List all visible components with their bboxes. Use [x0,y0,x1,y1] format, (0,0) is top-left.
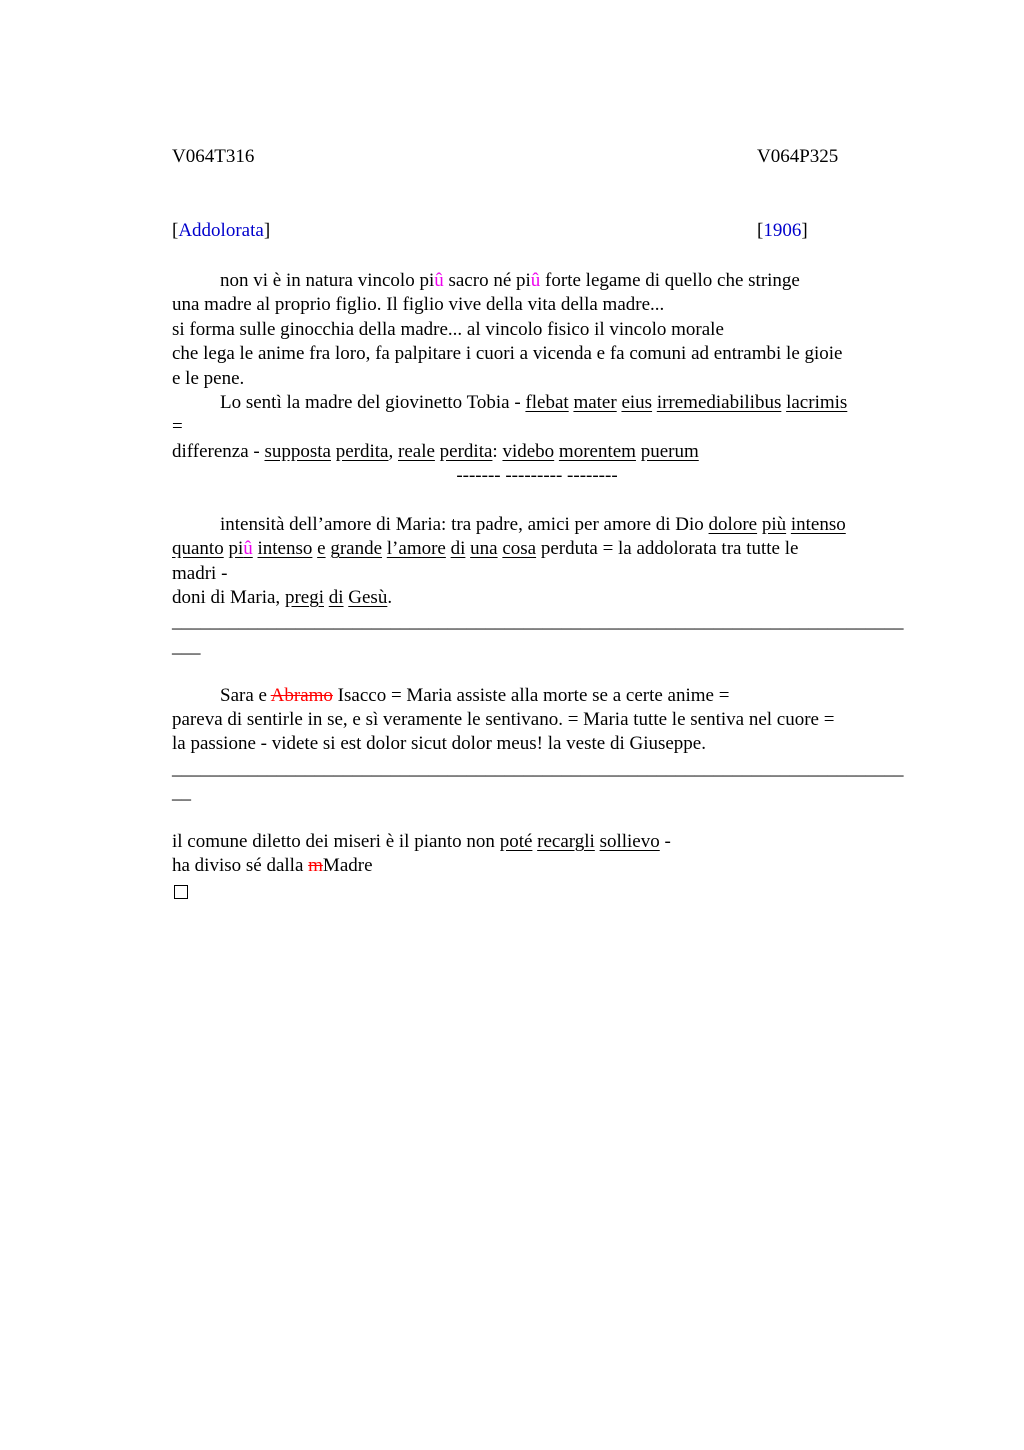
underlined-word: puerum [640,440,699,462]
highlighted-char: û [530,270,541,291]
bracket-open: [ [757,220,764,241]
text-line [172,537,907,561]
text-run: forte legame di quello che stringe [540,270,800,291]
bracket-open: [ [172,220,179,241]
underlined-word: grande [330,538,383,560]
checkbox-square-icon [174,885,188,899]
underlined-word: più [761,513,787,535]
text-line [172,440,907,464]
struck-word: Abramo [270,684,333,706]
underscore-rule: _____________________________________________________________________________ [172,757,904,779]
underscore-rule-tail: __ [172,782,191,804]
bracket-close: ] [801,220,808,241]
underlined-word: una [470,538,498,560]
underlined-word: lacrimis [786,391,848,413]
underscore-rule: _____________________________________________________________________________ [172,611,904,633]
highlighted-char: û [434,270,444,291]
text-run: : [492,440,503,462]
underlined-word: mater [573,391,617,413]
underlined-word: perdita [335,440,389,462]
text-line [172,830,907,854]
underlined-word: dolore [708,513,758,535]
underlined-word: cosa [502,538,537,560]
underlined-word: perdita [439,440,493,462]
text-run: Madre [322,855,373,877]
highlighted-char: û [243,538,253,560]
right-code: V064P325 [757,146,839,167]
underlined-word: pregi [284,587,324,609]
underlined-word: morentem [558,440,636,462]
year-block [757,220,808,242]
text-line: la passione - videte si est dolor sicut dolor meus! la veste di Giuseppe. [172,733,706,755]
underlined-word: l’amore [386,538,446,560]
underlined-word: flebat [525,391,569,413]
underlined-word: quanto [172,538,224,560]
blank-line [172,806,907,830]
underlined-word: sollievo [599,830,660,852]
end-marker-line [172,879,907,903]
text-run: intensità dell’amore di Maria: tra padre, amici per amore di Dio [220,513,709,535]
text-run: Lo sentì la madre del giovinetto Tobia - [220,391,526,413]
text-run: doni di Maria, [172,587,285,609]
left-code: V064T316 [172,146,255,167]
underlined-word: intenso [257,538,313,560]
blank-line [172,659,907,683]
text-line: che lega le anime fra loro, fa palpitare i cuori a vicenda e fa comuni ad entrambi le gioie [172,343,843,365]
dash-separator: ------- --------- -------- [456,465,618,487]
underlined-word: di [328,587,344,609]
document-title: Addolorata [178,220,264,241]
underlined-word: videbo [502,440,555,462]
struck-letter: m [308,855,323,877]
underlined-word: Gesù [348,587,388,609]
text-line: = [172,416,183,438]
underlined-word: poté [499,830,533,852]
text-run: il comune diletto dei miseri è il pianto non [172,830,500,852]
document-heading [172,220,852,246]
text-run: pi [228,538,244,560]
underlined-word: di [450,538,466,560]
underlined-word: e [317,538,326,560]
underscore-rule-tail: ___ [172,635,201,657]
document-codes [172,146,852,172]
text-run: . [387,587,393,609]
underlined-word: reale [398,440,435,462]
text-line: pareva di sentirle in se, e sì veramente le sentivano. = Maria tutte le sentiva nel cuore = [172,709,835,731]
underlined-word: recargli [537,830,595,852]
text-run: ha diviso sé dalla [172,855,309,877]
blank-line [172,489,907,513]
text-line [172,269,907,293]
text-run: Sara e [220,684,271,706]
text-line [172,684,907,708]
document-year: 1906 [763,220,802,241]
bracket-close: ] [263,220,271,241]
transcription-body [172,269,907,903]
text-line [172,586,907,610]
underlined-word: eius [621,391,653,413]
text-run: non vi è in natura vincolo pi [220,270,435,291]
text-line [172,391,907,415]
text-line: una madre al proprio figlio. Il figlio vive della vita della madre... [172,294,665,316]
text-run: , [388,440,398,462]
text-line [172,854,907,878]
text-run: perduta = la addolorata tra tutte le [536,538,799,560]
text-run: Isacco = Maria assiste alla morte se a certe anime = [332,684,730,706]
text-line: madri - [172,562,228,584]
text-run: differenza - [172,440,265,462]
text-line: e le pene. [172,367,245,389]
underlined-word [228,538,252,559]
text-run: sacro né pi [443,270,531,291]
text-line [172,513,907,537]
underlined-word: supposta [264,440,331,462]
title-block [172,220,270,242]
underlined-word: intenso [790,513,846,535]
text-run: - [659,830,671,852]
text-line: si forma sulle ginocchia della madre... al vincolo fisico il vincolo morale [172,318,724,340]
underlined-word: irremediabilibus [656,391,782,413]
